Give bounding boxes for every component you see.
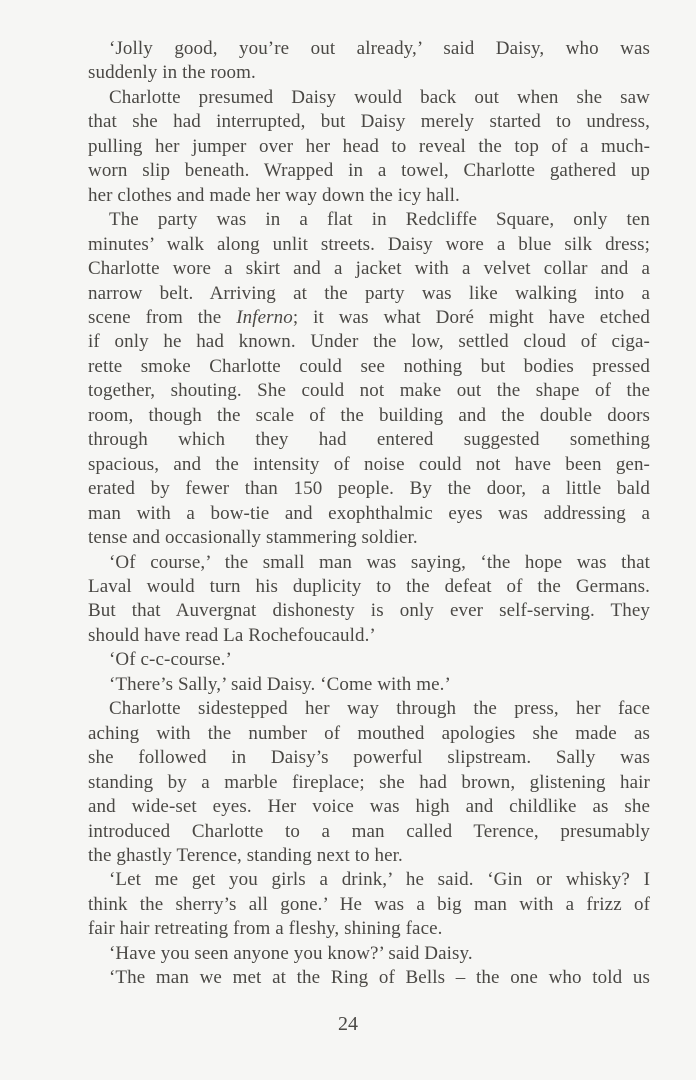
text-line: introduced Charlotte to a man called Terence, presumably bbox=[88, 820, 650, 842]
text-line: worn slip beneath. Wrapped in a towel, Charlotte gathered up bbox=[88, 160, 650, 182]
text-line: that she had interrupted, but Daisy merely started to undress, bbox=[88, 111, 650, 133]
page-text bbox=[88, 37, 650, 991]
text-line: erated by fewer than 150 people. By the door, a little bald bbox=[88, 478, 650, 500]
text-line: ‘Of c-c-course.’ bbox=[109, 649, 232, 671]
text-line: ‘There’s Sally,’ said Daisy. ‘Come with me.’ bbox=[109, 673, 451, 695]
text-line: the ghastly Terence, standing next to her. bbox=[88, 844, 403, 866]
text-line: pulling her jumper over her head to reveal the top of a much- bbox=[88, 135, 650, 157]
text-line: minutes’ walk along unlit streets. Daisy wore a blue silk dress; bbox=[88, 233, 650, 255]
text-line: think the sherry’s all gone.’ He was a big man with a frizz of bbox=[88, 893, 650, 915]
text-line: suddenly in the room. bbox=[88, 62, 256, 84]
text-line: together, shouting. She could not make out the shape of the bbox=[88, 380, 650, 402]
text-line: Charlotte wore a skirt and a jacket with a velvet collar and a bbox=[88, 258, 650, 280]
text-line: her clothes and made her way down the icy hall. bbox=[88, 184, 460, 206]
text-line: fair hair retreating from a fleshy, shining face. bbox=[88, 918, 443, 940]
text-line: and wide-set eyes. Her voice was high and childlike as she bbox=[88, 796, 650, 818]
text-line: But that Auvergnat dishonesty is only ever self-serving. They bbox=[88, 600, 650, 622]
text-line: spacious, and the intensity of noise could not have been gen- bbox=[88, 453, 650, 475]
text-line: through which they had entered suggested something bbox=[88, 429, 650, 451]
text-line: room, though the scale of the building and the double doors bbox=[88, 404, 650, 426]
text-line: Laval would turn his duplicity to the defeat of the Germans. bbox=[88, 575, 650, 597]
text-line: she followed in Daisy’s powerful slipstream. Sally was bbox=[88, 747, 650, 769]
text-line: ‘Jolly good, you’re out already,’ said Daisy, who was bbox=[109, 38, 650, 59]
text-line: The party was in a flat in Redcliffe Square, only ten bbox=[109, 209, 650, 231]
text-line: ‘Have you seen anyone you know?’ said Daisy. bbox=[109, 942, 473, 964]
text-line: ‘Of course,’ the small man was saying, ‘the hope was that bbox=[109, 551, 650, 573]
text-line: man with a bow-tie and exophthalmic eyes was addressing a bbox=[88, 502, 650, 524]
text-line: should have read La Rochefoucauld.’ bbox=[88, 624, 376, 646]
text-line: ‘Let me get you girls a drink,’ he said. ‘Gin or whisky? I bbox=[109, 869, 650, 891]
text-line: aching with the number of mouthed apologies she made as bbox=[88, 722, 650, 744]
text-line: if only he had known. Under the low, settled cloud of ciga- bbox=[88, 331, 650, 353]
text-line: ‘The man we met at the Ring of Bells – the one who told us bbox=[109, 967, 650, 989]
text-line: rette smoke Charlotte could see nothing but bodies pressed bbox=[88, 355, 650, 377]
text-line: scene from the Inferno; it was what Doré might have etched bbox=[88, 306, 650, 328]
text-line: Charlotte presumed Daisy would back out when she saw bbox=[109, 86, 650, 108]
text-line: narrow belt. Arriving at the party was like walking into a bbox=[88, 282, 650, 304]
text-line: standing by a marble fireplace; she had brown, glistening hair bbox=[88, 771, 650, 793]
text-line: tense and occasionally stammering soldier. bbox=[88, 527, 418, 549]
page-number: 24 bbox=[338, 1013, 358, 1035]
text-line: Charlotte sidestepped her way through the press, her face bbox=[109, 698, 650, 720]
